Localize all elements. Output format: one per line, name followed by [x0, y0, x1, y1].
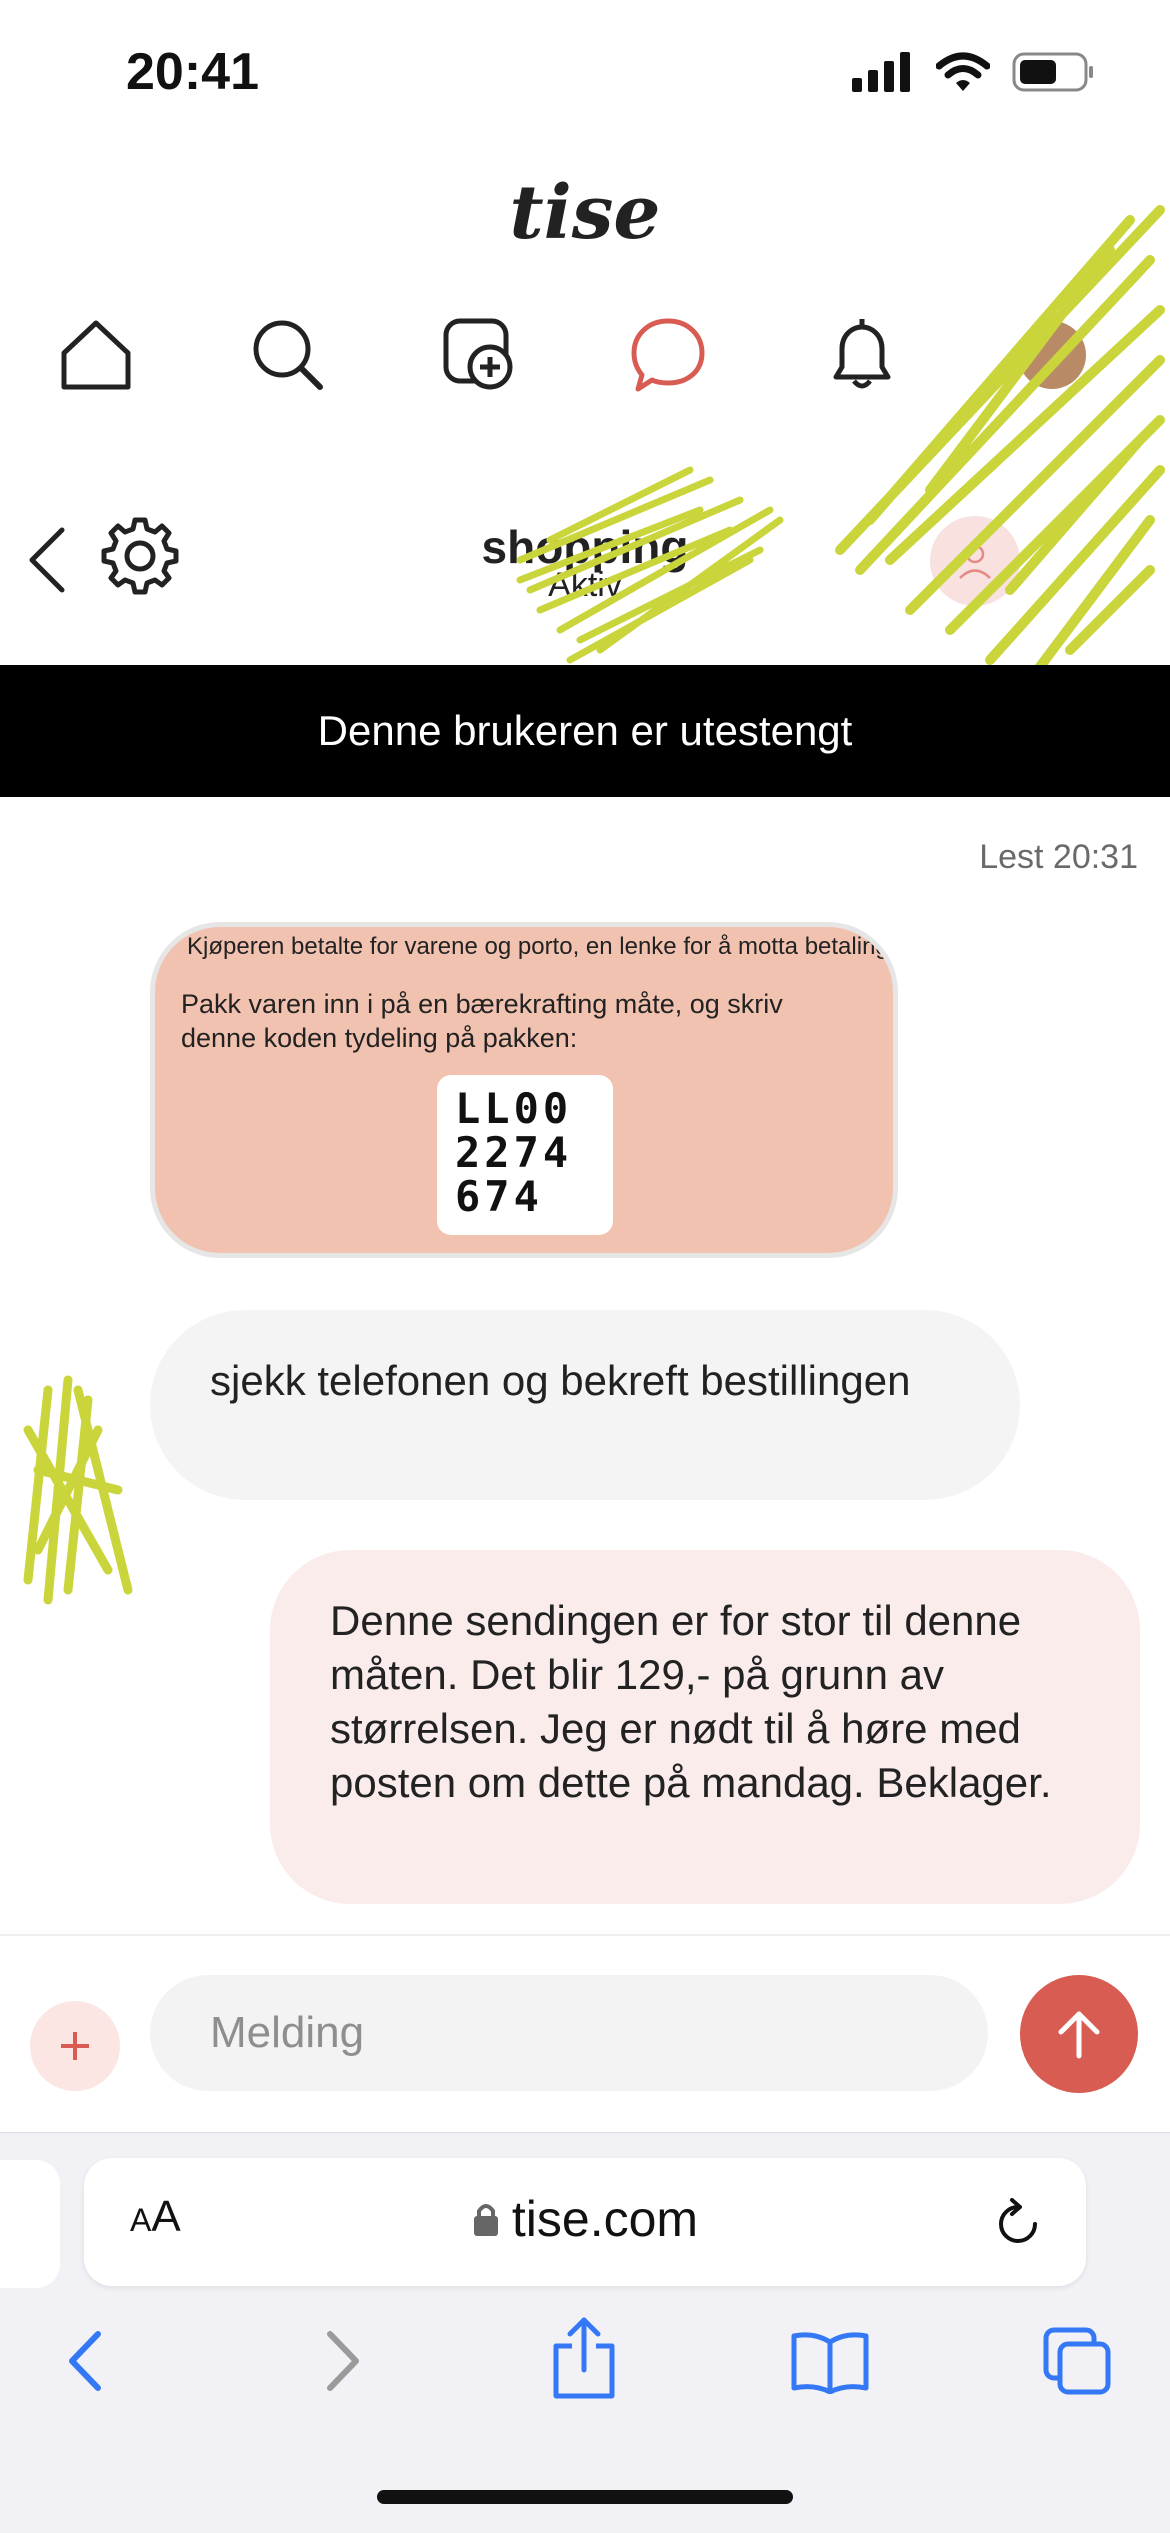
lock-icon: [472, 2201, 500, 2237]
composer-divider: [0, 1934, 1170, 1936]
plus-icon: [57, 2028, 93, 2064]
person-icon: [955, 541, 995, 581]
arrow-up-icon: [1051, 2006, 1107, 2062]
reload-icon[interactable]: [990, 2196, 1046, 2252]
home-indicator: [377, 2490, 793, 2504]
incoming-message-bubble[interactable]: sjekk telefonen og bekreft bestillingen: [150, 1310, 1020, 1500]
shipping-code-line: 2274: [455, 1128, 573, 1177]
banned-user-banner: Denne brukeren er utestengt: [0, 665, 1170, 797]
shipping-code: [437, 1075, 613, 1235]
redaction-scribble: [8, 1370, 148, 1610]
message-input[interactable]: [150, 1975, 988, 2091]
browser-back-icon[interactable]: [60, 2326, 112, 2396]
payment-instruction-card[interactable]: [150, 922, 898, 1258]
status-icons: [852, 52, 1094, 92]
redaction-scribble: [830, 190, 1170, 690]
notifications-bell-icon[interactable]: [822, 315, 902, 395]
status-time: 20:41: [126, 43, 259, 101]
tabs-icon[interactable]: [1042, 2326, 1114, 2398]
profile-avatar-icon[interactable]: [1012, 315, 1092, 395]
browser-forward-icon[interactable]: [316, 2326, 368, 2396]
battery-icon: [1012, 52, 1094, 92]
read-receipt: Lest 20:31: [979, 838, 1138, 876]
search-icon[interactable]: [248, 315, 328, 395]
cellular-signal-icon: [852, 52, 914, 92]
home-icon[interactable]: [56, 315, 136, 395]
reader-text-size-button[interactable]: AA: [130, 2192, 181, 2241]
chat-user-status: Aktiv: [548, 566, 622, 604]
bookmarks-book-icon[interactable]: [790, 2330, 870, 2394]
shipping-code-line: 674: [455, 1172, 543, 1221]
payment-text: Kjøperen betalte for varene og porto, en lenke for å motta betaling: [187, 933, 889, 960]
url-text: tise.com: [511, 2191, 699, 2247]
chat-user-name[interactable]: shopping: [481, 521, 689, 573]
app-logo[interactable]: tise: [509, 170, 661, 256]
packing-instruction-text: Pakk varen inn i på en bærekrafting måte, og skriv denne koden tydeling på pakken:: [181, 989, 783, 1053]
outgoing-message-bubble[interactable]: Denne sendingen er for stor til denne måten. Det blir 129,- på grunn av størrelsen. Jeg er nødt til å høre med posten om dette på mandag. Beklager.: [270, 1550, 1140, 1904]
chat-user-avatar[interactable]: [930, 516, 1020, 606]
messages-icon[interactable]: [628, 315, 708, 395]
add-listing-icon[interactable]: [440, 315, 520, 395]
send-button[interactable]: [1020, 1975, 1138, 2093]
share-icon[interactable]: [548, 2316, 620, 2400]
wifi-icon: [936, 52, 990, 92]
shipping-code-line: LL00: [455, 1084, 573, 1133]
attach-plus-button[interactable]: [30, 2001, 120, 2091]
